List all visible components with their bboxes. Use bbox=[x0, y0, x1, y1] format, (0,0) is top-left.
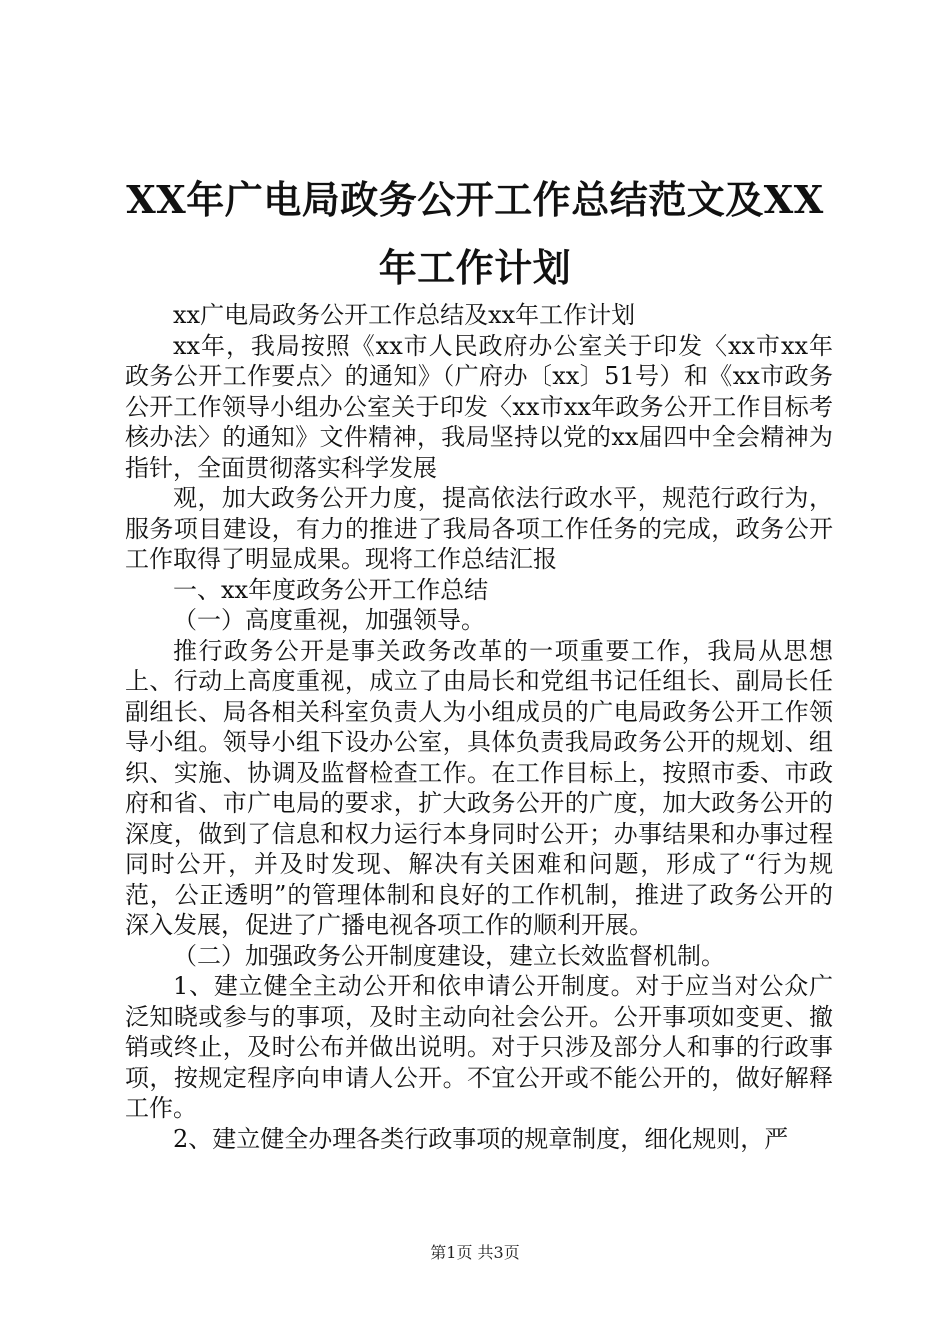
paragraph-subtitle: xx广电局政务公开工作总结及xx年工作计划 bbox=[173, 301, 636, 329]
document-title: XX年广电局政务公开工作总结范文及XX年工作计划 bbox=[126, 177, 824, 290]
page-footer: 第1页 共3页 bbox=[430, 1243, 520, 1262]
paragraph-intro-continued: 观，加大政务公开力度，提高依法行政水平，规范行政行为，服务项目建设，有力的推进了我局各项工作任务的完成，政务公开工作取得了明显成果。现将工作总结汇报 bbox=[125, 484, 833, 573]
paragraph-item-2: 2、建立健全办理各类行政事项的规章制度，细化规则，严 bbox=[173, 1124, 789, 1153]
document-body bbox=[125, 300, 833, 1154]
paragraph-intro: xx年，我局按照《xx市人民政府办公室关于印发〈xx市xx年政务公开工作要点〉的通知》（广府办〔xx〕51号）和《xx市政务公开工作领导小组办公室关于印发〈xx市xx年政务公开工作目标考核办法〉的通知》文件精神，我局坚持以党的xx届四中全会精神为指针，全面贯彻落实科学发展 bbox=[125, 331, 833, 482]
subsection-heading-1: （一）高度重视，加强领导。 bbox=[173, 606, 485, 634]
subsection-heading-2: （二）加强政务公开制度建设，建立长效监督机制。 bbox=[173, 941, 725, 970]
paragraph-item-1: 1、建立健全主动公开和依申请公开制度。对于应当对公众广泛知晓或参与的事项，及时主动向社会公开。公开事项如变更、撤销或终止，及时公布并做出说明。对于只涉及部分人和事的行政事项，按规定程序向申请人公开。不宜公开或不能公开的，做好解释工作。 bbox=[125, 972, 833, 1122]
section-heading-1: 一、xx年度政务公开工作总结 bbox=[173, 575, 489, 604]
paragraph-leadership: 推行政务公开是事关政务改革的一项重要工作，我局从思想上、行动上高度重视，成立了由局长和党组书记任组长、副局长任副组长、局各相关科室负责人为小组成员的广电局政务公开工作领导小组。领导小组下设办公室，具体负责我局政务公开的规划、组织、实施、协调及监督检查工作。在工作目标上，按照市委、市政府和省、市广电局的要求，扩大政务公开的广度，加大政务公开的深度，做到了信息和权力运行本身同时公开；办事结果和办事过程同时公开，并及时发现、解决有关困难和问题，形成了“行为规范，公正透明”的管理体制和良好的工作机制，推进了政务公开的深入发展，促进了广播电视各项工作的顺利开展。 bbox=[125, 636, 833, 939]
